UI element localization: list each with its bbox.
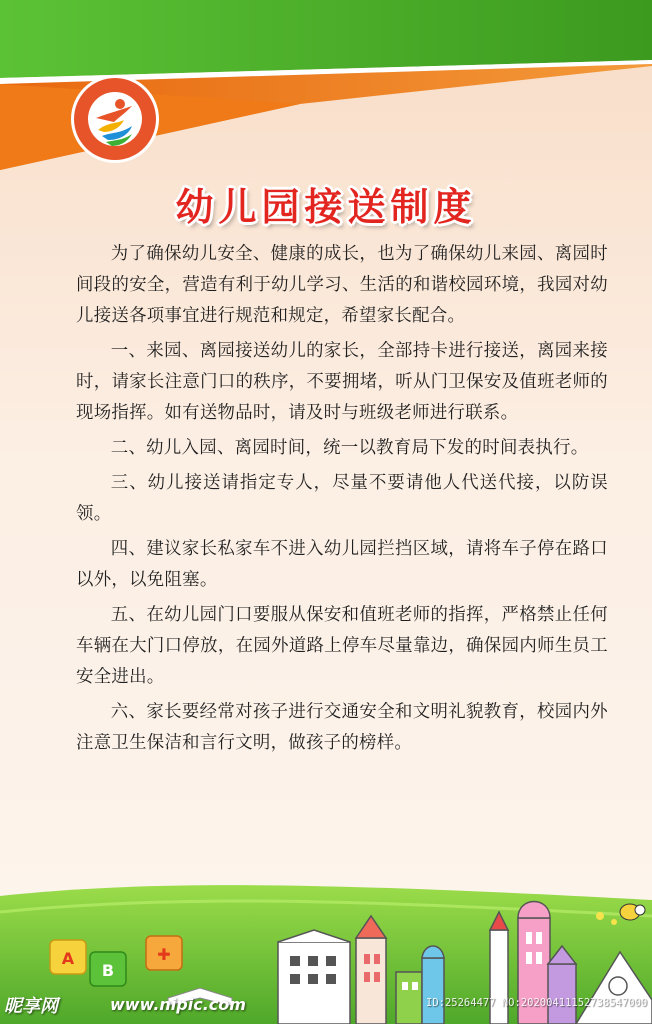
poster-title: 幼儿园接送制度 <box>175 185 477 229</box>
rules-text <box>76 239 608 763</box>
watermark-url: www.nipic.com <box>110 995 246 1014</box>
rule-3-paragraph: 三、幼儿接送请指定专人，尽量不要请他人代送代接，以防误领。 <box>76 473 608 524</box>
person-head-icon <box>115 99 125 109</box>
rule-6-paragraph: 六、家长要经常对孩子进行交通安全和文明礼貌教育，校园内外注意卫生保洁和言行文明，做孩子的榜样。 <box>76 702 608 753</box>
block-b-letter: B <box>101 961 115 980</box>
toy-block-b-icon <box>90 952 126 986</box>
kindergarten-logo <box>70 74 160 164</box>
intro-paragraph: 为了确保幼儿安全、健康的成长，也为了确保幼儿来园、离园时间段的安全，营造有利于幼儿学习、生活的和谐校园环境，我园对幼儿接送各项事宜进行规范和规定，希望家长配合。 <box>76 244 608 326</box>
rule-4-paragraph: 四、建议家长私家车不进入幼儿园拦挡区域，请将车子停在路口以外，以免阻塞。 <box>76 539 608 590</box>
rule-5-paragraph: 五、在幼儿园门口要服从保安和值班老师的指挥，严格禁止任何车辆在大门口停放，在园外道路上停车尽量靠边，确保园内师生员工安全进出。 <box>76 605 608 687</box>
toy-block-cross-icon <box>146 936 182 970</box>
watermark-id: ID:25264477 NO:20200411152738547000 <box>426 997 648 1009</box>
rule-1-paragraph: 一、来园、离园接送幼儿的家长，全部持卡进行接送，离园来接时，请家长注意门口的秩序，不要拥堵，听从门卫保安及值班老师的现场指挥。如有送物品时，请及时与班级老师进行联系。 <box>76 341 608 423</box>
watermark-brand: 昵享网 <box>4 996 58 1017</box>
toy-block-a-icon <box>50 940 86 974</box>
block-cross-symbol: ✚ <box>157 945 171 964</box>
rule-2-paragraph: 二、幼儿入园、离园时间，统一以教育局下发的时间表执行。 <box>110 438 589 458</box>
block-a-letter: A <box>61 949 75 968</box>
